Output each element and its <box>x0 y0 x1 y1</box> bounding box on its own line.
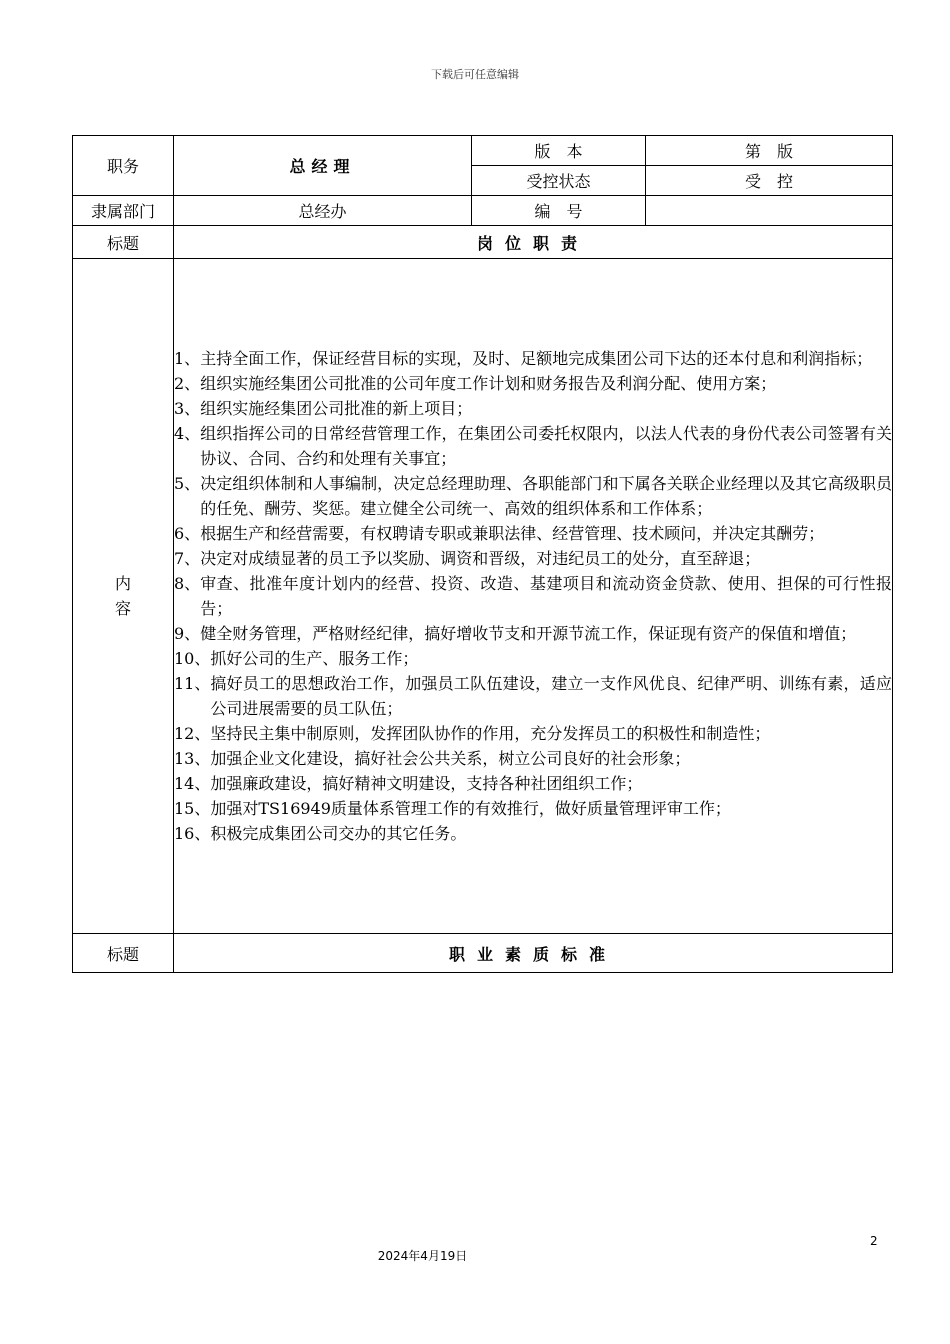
duty-item <box>174 346 892 371</box>
position-value: 总经理 <box>174 136 472 196</box>
duty-item <box>174 621 892 646</box>
header-note: 下载后可任意编辑 <box>431 68 519 81</box>
content-label: 内容 <box>114 574 131 618</box>
duty-item <box>174 571 892 621</box>
duty-item <box>174 746 892 771</box>
duty-number: 6、 <box>174 524 201 543</box>
duty-number: 7、 <box>174 549 201 568</box>
duty-text: 组织指挥公司的日常经营管理工作，在集团公司委托权限内，以法人代表的身份代表公司签署有关协议、合同、合约和处理有关事宜； <box>200 424 892 468</box>
duty-number: 13、 <box>174 749 211 768</box>
version-label: 版 本 <box>472 136 646 166</box>
title-label-2: 标题 <box>73 934 174 973</box>
duty-item <box>174 421 892 471</box>
page-number: 2 <box>870 1234 878 1248</box>
duty-text: 组织实施经集团公司批准的新上项目； <box>200 399 473 418</box>
duty-item <box>174 646 892 671</box>
duty-text: 抓好公司的生产、服务工作； <box>210 649 419 668</box>
number-value <box>646 196 893 226</box>
duty-text: 加强企业文化建设，搞好社会公共关系，树立公司良好的社会形象； <box>210 749 691 768</box>
job-description-table <box>72 135 893 973</box>
content-label-cell <box>73 259 174 934</box>
duty-item <box>174 671 892 721</box>
duty-text: 坚持民主集中制原则，发挥团队协作的作用，充分发挥员工的积极性和制造性； <box>210 724 771 743</box>
duty-text: 组织实施经集团公司批准的公司年度工作计划和财务报告及利润分配、使用方案； <box>200 374 777 393</box>
duty-item <box>174 771 892 796</box>
duty-text: 根据生产和经营需要，有权聘请专职或兼职法律、经营管理、技术顾问，并决定其酬劳； <box>200 524 825 543</box>
duty-item <box>174 796 892 821</box>
duty-number: 4、 <box>174 424 201 443</box>
title-label: 标题 <box>73 226 174 259</box>
duty-number: 11、 <box>174 674 211 693</box>
duty-item <box>174 821 892 846</box>
duty-number: 8、 <box>174 574 201 593</box>
duty-number: 10、 <box>174 649 211 668</box>
section-title-duties: 岗位职责 <box>174 226 893 259</box>
duty-text: 健全财务管理，严格财经纪律，搞好增收节支和开源节流工作，保证现有资产的保值和增值； <box>200 624 857 643</box>
duty-number: 5、 <box>174 474 201 493</box>
duty-item <box>174 396 892 421</box>
section-title-qualifications: 职业素质标准 <box>174 934 893 973</box>
duty-item <box>174 546 892 571</box>
duties-list <box>174 346 892 846</box>
control-status-label: 受控状态 <box>472 166 646 196</box>
footer-date: 2024年4月19日 <box>377 1249 468 1263</box>
duty-text: 积极完成集团公司交办的其它任务。 <box>210 824 467 843</box>
department-value: 总经办 <box>174 196 472 226</box>
duty-item <box>174 471 892 521</box>
duty-number: 1、 <box>174 349 201 368</box>
duty-text: 加强对TS16949质量体系管理工作的有效推行，做好质量管理评审工作； <box>210 799 731 818</box>
number-label: 编 号 <box>472 196 646 226</box>
duty-item <box>174 371 892 396</box>
position-label: 职务 <box>73 136 174 196</box>
duty-text: 主持全面工作，保证经营目标的实现，及时、足额地完成集团公司下达的还本付息和利润指标； <box>200 349 873 368</box>
duty-text: 决定对成绩显著的员工予以奖励、调资和晋级，对违纪员工的处分，直至辞退； <box>200 549 761 568</box>
duty-number: 14、 <box>174 774 211 793</box>
version-value: 第 版 <box>646 136 893 166</box>
duty-text: 审查、批准年度计划内的经营、投资、改造、基建项目和流动资金贷款、使用、担保的可行性报告； <box>200 574 892 618</box>
duty-number: 15、 <box>174 799 211 818</box>
duty-number: 9、 <box>174 624 201 643</box>
duty-number: 16、 <box>174 824 211 843</box>
duty-number: 3、 <box>174 399 201 418</box>
control-status-value: 受 控 <box>646 166 893 196</box>
duties-cell <box>174 259 893 934</box>
duty-item <box>174 521 892 546</box>
duty-number: 12、 <box>174 724 211 743</box>
duty-text: 决定组织体制和人事编制，决定总经理助理、各职能部门和下属各关联企业经理以及其它高级职员的任免、酬劳、奖惩。建立健全公司统一、高效的组织体系和工作体系； <box>200 474 892 518</box>
duty-number: 2、 <box>174 374 201 393</box>
duty-text: 加强廉政建设，搞好精神文明建设，支持各种社团组织工作； <box>210 774 643 793</box>
duty-text: 搞好员工的思想政治工作，加强员工队伍建设，建立一支作风优良、纪律严明、训练有素，适应公司进展需要的员工队伍； <box>210 674 892 718</box>
department-label: 隶属部门 <box>73 196 174 226</box>
duty-item <box>174 721 892 746</box>
